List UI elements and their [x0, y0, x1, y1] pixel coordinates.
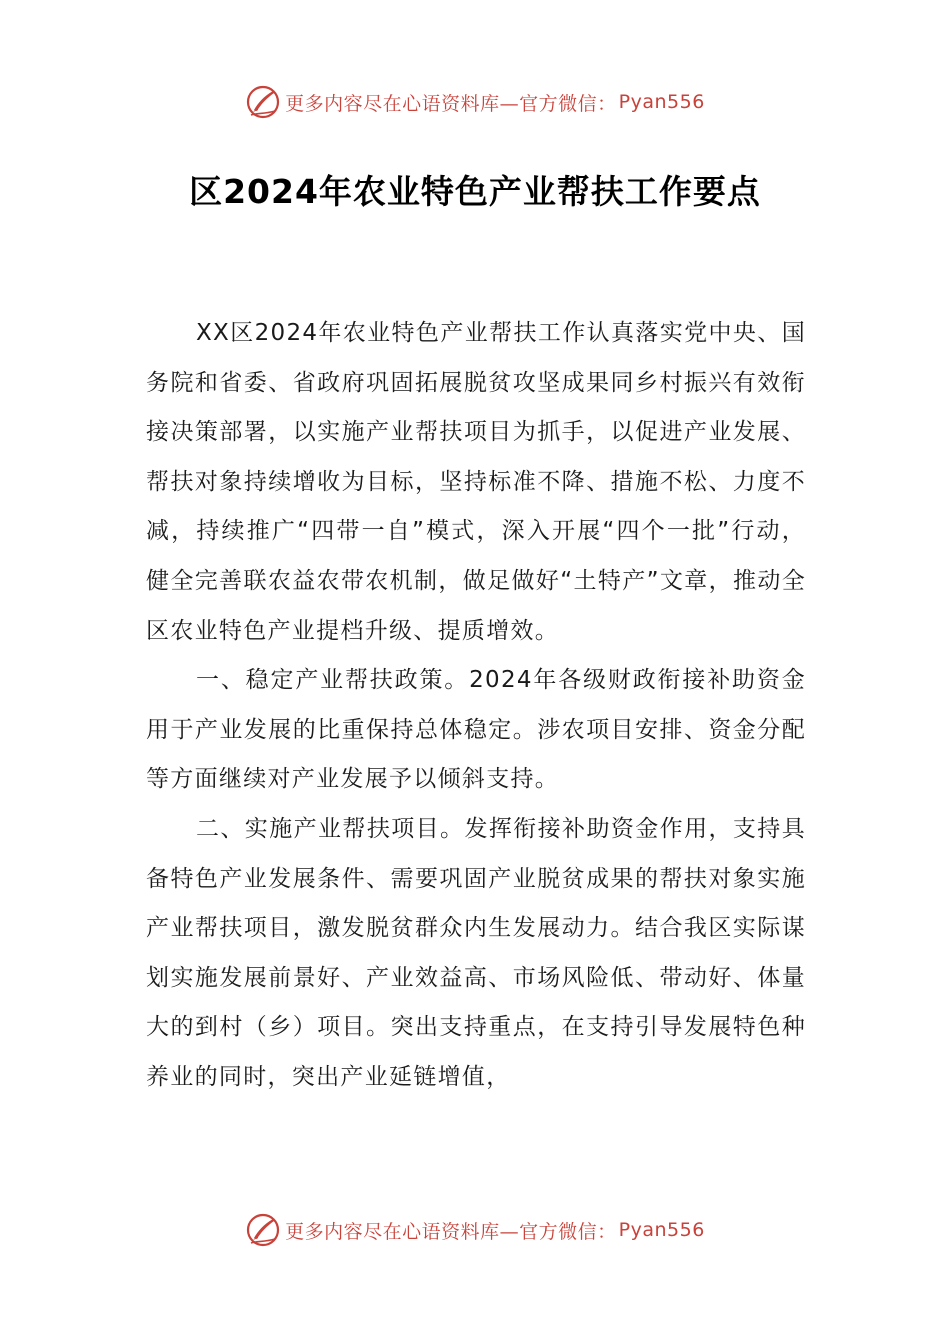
pen-nib-circle-logo-icon — [245, 84, 281, 120]
intro-paragraph: XX区2024年农业特色产业帮扶工作认真落实党中央、国务院和省委、省政府巩固拓展脱贫攻坚成果同乡村振兴有效衔接决策部署，以实施产业帮扶项目为抓手，以促进产业发展、帮扶对象持续增收为目标，坚持标准不降、措施不松、力度不减，持续推广“四带一自”模式，深入开展“四个一批”行动，健全完善联农益农带农机制，做足做好“土特产”文章，推动全区农业特色产业提档升级、提质增效。 — [146, 320, 806, 644]
document-title: 区2024年农业特色产业帮扶工作要点 — [189, 172, 761, 211]
pen-nib-circle-logo-icon — [245, 1212, 281, 1248]
footer-watermark — [0, 1210, 950, 1250]
watermark-text: 更多内容尽在心语资料库—官方微信： — [285, 92, 617, 115]
watermark-text: 更多内容尽在心语资料库—官方微信： — [285, 1220, 617, 1243]
watermark-wechat-id: Pyan556 — [618, 1219, 705, 1241]
section-1-paragraph: 一、稳定产业帮扶政策。2024年各级财政衔接补助资金用于产业发展的比重保持总体稳定。涉农项目安排、资金分配等方面继续对产业发展予以倾斜支持。 — [146, 667, 806, 793]
section-2-paragraph: 二、实施产业帮扶项目。发挥衔接补助资金作用，支持具备特色产业发展条件、需要巩固产业脱贫成果的帮扶对象实施产业帮扶项目，激发脱贫群众内生发展动力。结合我区实际谋划实施发展前景好、产业效益高、市场风险低、带动好、体量大的到村（乡）项目。突出支持重点，在支持引导发展特色种养业的同时，突出产业延链增值， — [146, 815, 806, 1090]
header-watermark — [0, 82, 950, 122]
document-body — [146, 309, 806, 1103]
watermark-wechat-id: Pyan556 — [618, 91, 705, 113]
